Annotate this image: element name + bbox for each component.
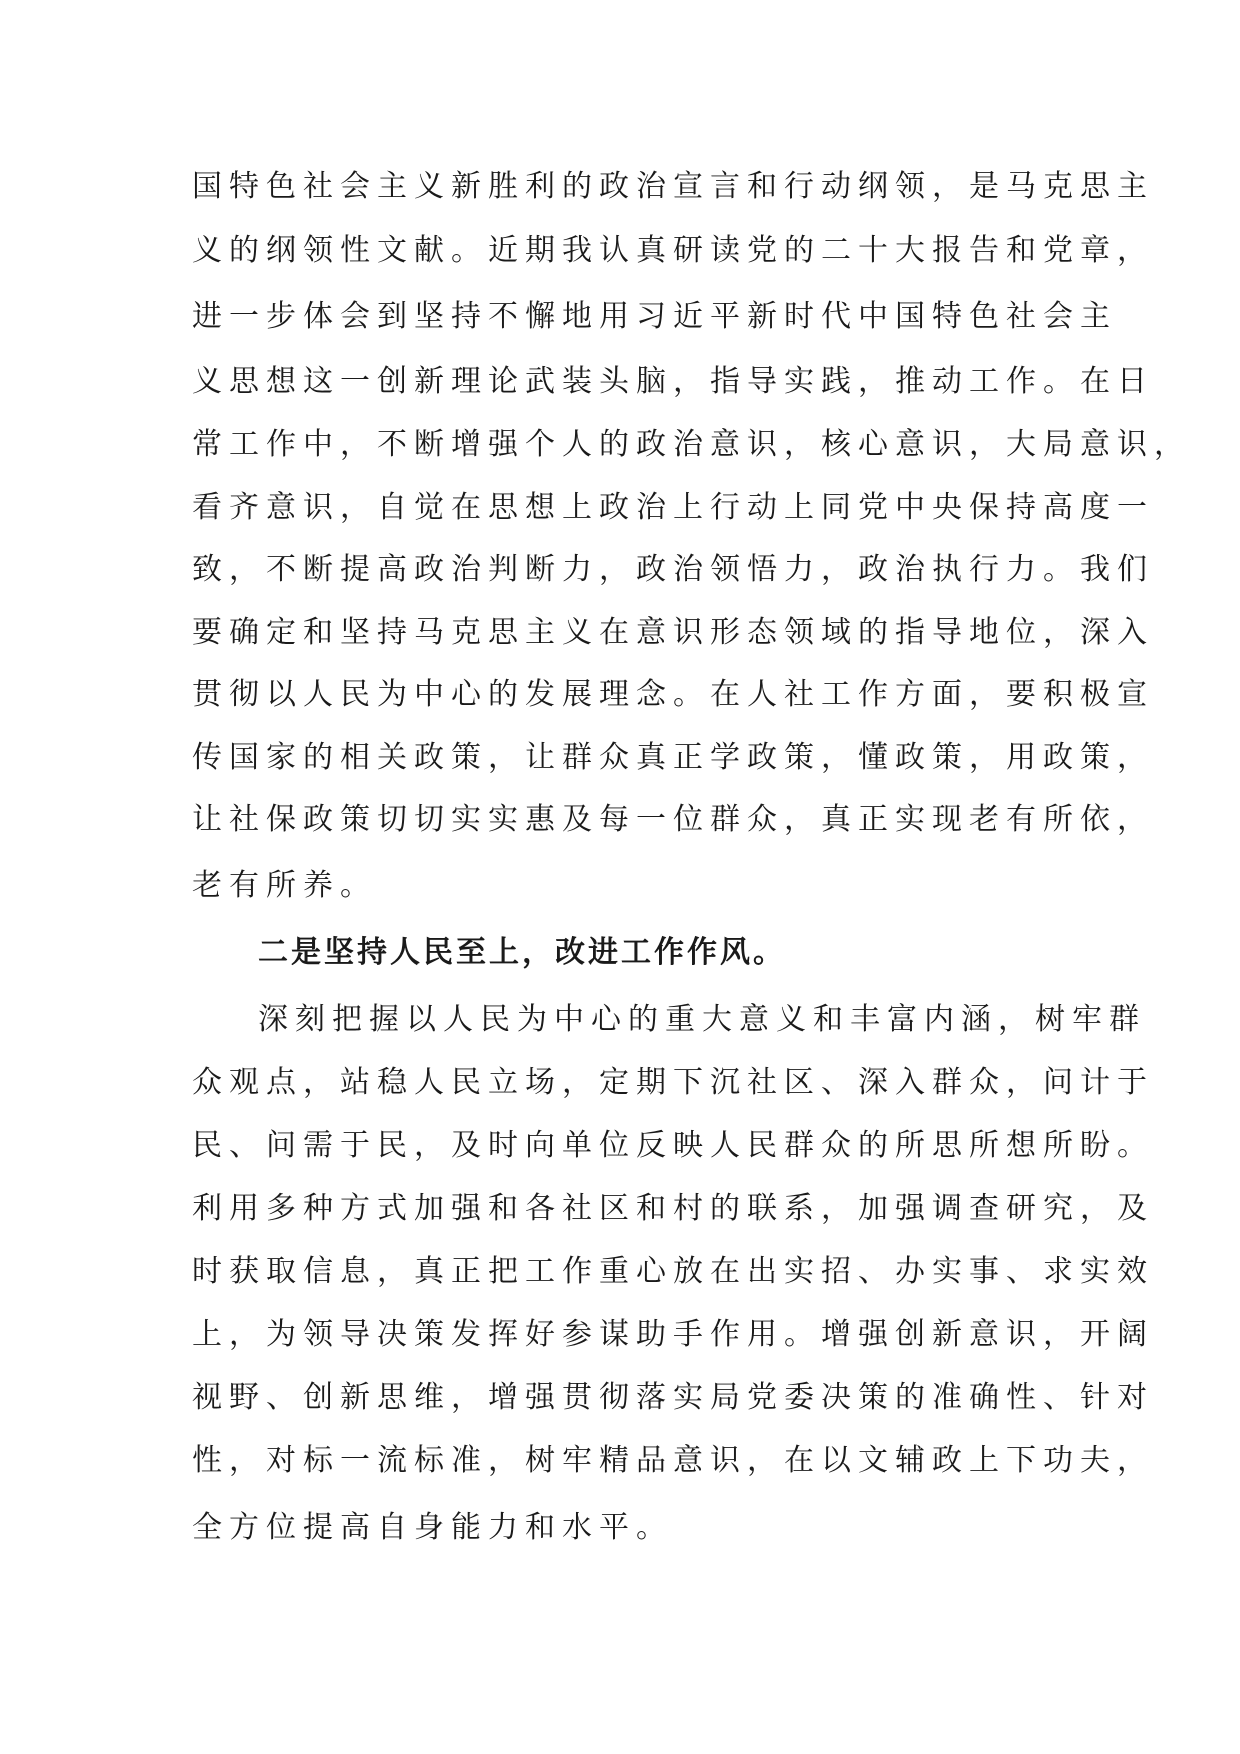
text-line: 民、问需于民，及时向单位反映人民群众的所思所想所盼。 — [192, 1128, 1154, 1163]
text-line: 视野、创新思维，增强贯彻落实局党委决策的准确性、针对 — [192, 1380, 1154, 1415]
text-line: 致，不断提高政治判断力，政治领悟力，政治执行力。我们 — [192, 552, 1154, 587]
text-line: 深刻把握以人民为中心的重大意义和丰富内涵，树牢群 — [258, 1002, 1146, 1037]
text-line: 常工作中，不断增强个人的政治意识，核心意识，大局意识， — [192, 427, 1191, 462]
text-line: 看齐意识，自觉在思想上政治上行动上同党中央保持高度一 — [192, 490, 1154, 525]
text-line: 要确定和坚持马克思主义在意识形态领域的指导地位，深入 — [192, 615, 1154, 650]
text-line: 进一步体会到坚持不懈地用习近平新时代中国特色社会主 — [192, 299, 1117, 334]
text-line: 时获取信息，真正把工作重心放在出实招、办实事、求实效 — [192, 1254, 1154, 1289]
text-line: 贯彻以人民为中心的发展理念。在人社工作方面，要积极宣 — [192, 677, 1154, 712]
text-line: 性，对标一流标准，树牢精品意识，在以文辅政上下功夫， — [192, 1443, 1154, 1478]
text-line: 让社保政策切切实实惠及每一位群众，真正实现老有所依， — [192, 802, 1154, 837]
text-line: 老有所养。 — [192, 868, 377, 903]
text-line: 义的纲领性文献。近期我认真研读党的二十大报告和党章， — [192, 233, 1154, 268]
text-line: 义思想这一创新理论武装头脑，指导实践，推动工作。在日 — [192, 364, 1154, 399]
text-line: 全方位提高自身能力和水平。 — [192, 1510, 673, 1545]
section-heading: 二是坚持人民至上，改进工作作风。 — [258, 935, 786, 970]
text-line: 传国家的相关政策，让群众真正学政策，懂政策，用政策， — [192, 740, 1154, 775]
text-line: 众观点，站稳人民立场，定期下沉社区、深入群众，问计于 — [192, 1065, 1154, 1100]
text-line: 国特色社会主义新胜利的政治宣言和行动纲领，是马克思主 — [192, 169, 1154, 204]
text-line: 上，为领导决策发挥好参谋助手作用。增强创新意识，开阔 — [192, 1317, 1154, 1352]
text-line: 利用多种方式加强和各社区和村的联系，加强调查研究，及 — [192, 1191, 1154, 1226]
